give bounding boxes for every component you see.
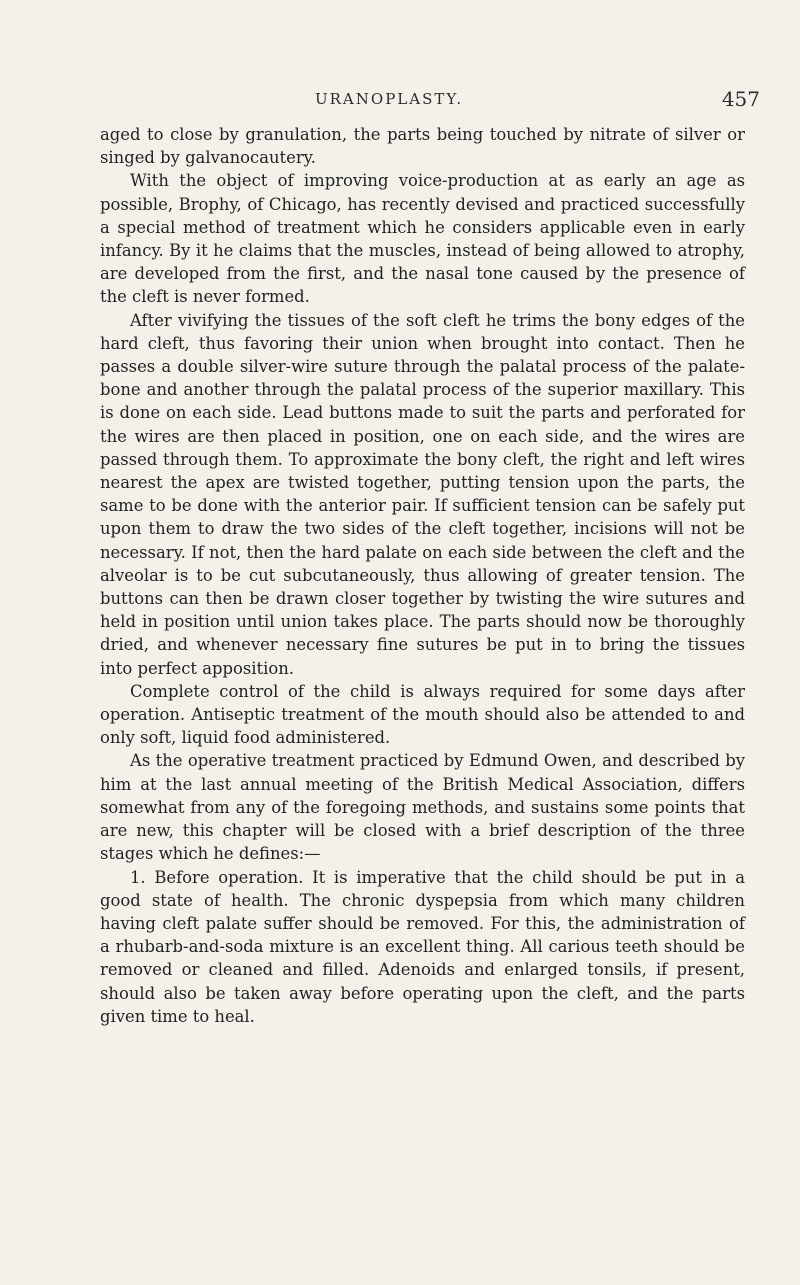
- paragraph-owen-intro: As the operative treatment practiced by Edmund Owen, and described by him at the last annual meeting of the British Medical Association, differs somewhat from any of the foregoing methods, and sustains some points that are new, this chapter will be closed with a brief description of the three stages which he defines:—: [100, 751, 745, 864]
- paragraph-aftercare: Complete control of the child is always required for some days after operation. Antiseptic treatment of the mouth should also be attended to and only soft, liquid food administered.: [100, 681, 745, 748]
- paragraph-continuation: aged to close by granulation, the parts being touched by nitrate of silver or singed by galvanocautery.: [100, 125, 745, 168]
- paragraph-procedure: After vivifying the tissues of the soft cleft he trims the bony edges of the hard cleft, thus favoring their union when brought into contact. Then he passes a double silver-wire suture through the palatal process of the palate-bone and another through the palatal process of the superior maxillary. This is done on each side. Lead buttons made to suit the parts and perforated for the wires are then placed in position, one on each side, and the wires are passed through them. To approximate the bony cleft, the right and left wires nearest the apex are twisted together, putting tension upon the parts, the same to be done with the anterior pair. If sufficient tension can be safely put upon them to draw the two sides of the cleft together, incisions will not be necessary. If not, then the hard palate on each side between the cleft and the alveolar is to be cut subcutaneously, thus allowing of greater tension. The buttons can then be drawn closer together by twisting the wire sutures and held in position until union takes place. The parts should now be thoroughly dried, and whenever necessary fine sutures be put in to bring the tissues into perfect apposition.: [100, 310, 745, 678]
- running-head: [100, 87, 760, 114]
- body-text: [100, 123, 745, 1028]
- paragraph-brophy-method: With the object of improving voice-production at as early an age as possible, Brophy, of Chicago, has recently devised and practiced successfully a special method of treatment which he considers applicable even in early infancy. By it he claims that the muscles, instead of being allowed to atrophy, are developed from the first, and the nasal tone caused by the presence of the cleft is never formed.: [100, 171, 745, 307]
- page-number: 457: [721, 87, 760, 111]
- running-title: URANOPLASTY.: [315, 90, 464, 108]
- paragraph-stage-1: 1. Before operation. It is imperative that the child should be put in a good state of health. The chronic dyspepsia from which many children having cleft palate suffer should be removed. For this, the administration of a rhubarb-and-soda mixture is an excellent thing. All carious teeth should be removed or cleaned and filled. Adenoids and enlarged tonsils, if present, should also be taken away before operating upon the cleft, and the parts given time to heal.: [100, 867, 745, 1026]
